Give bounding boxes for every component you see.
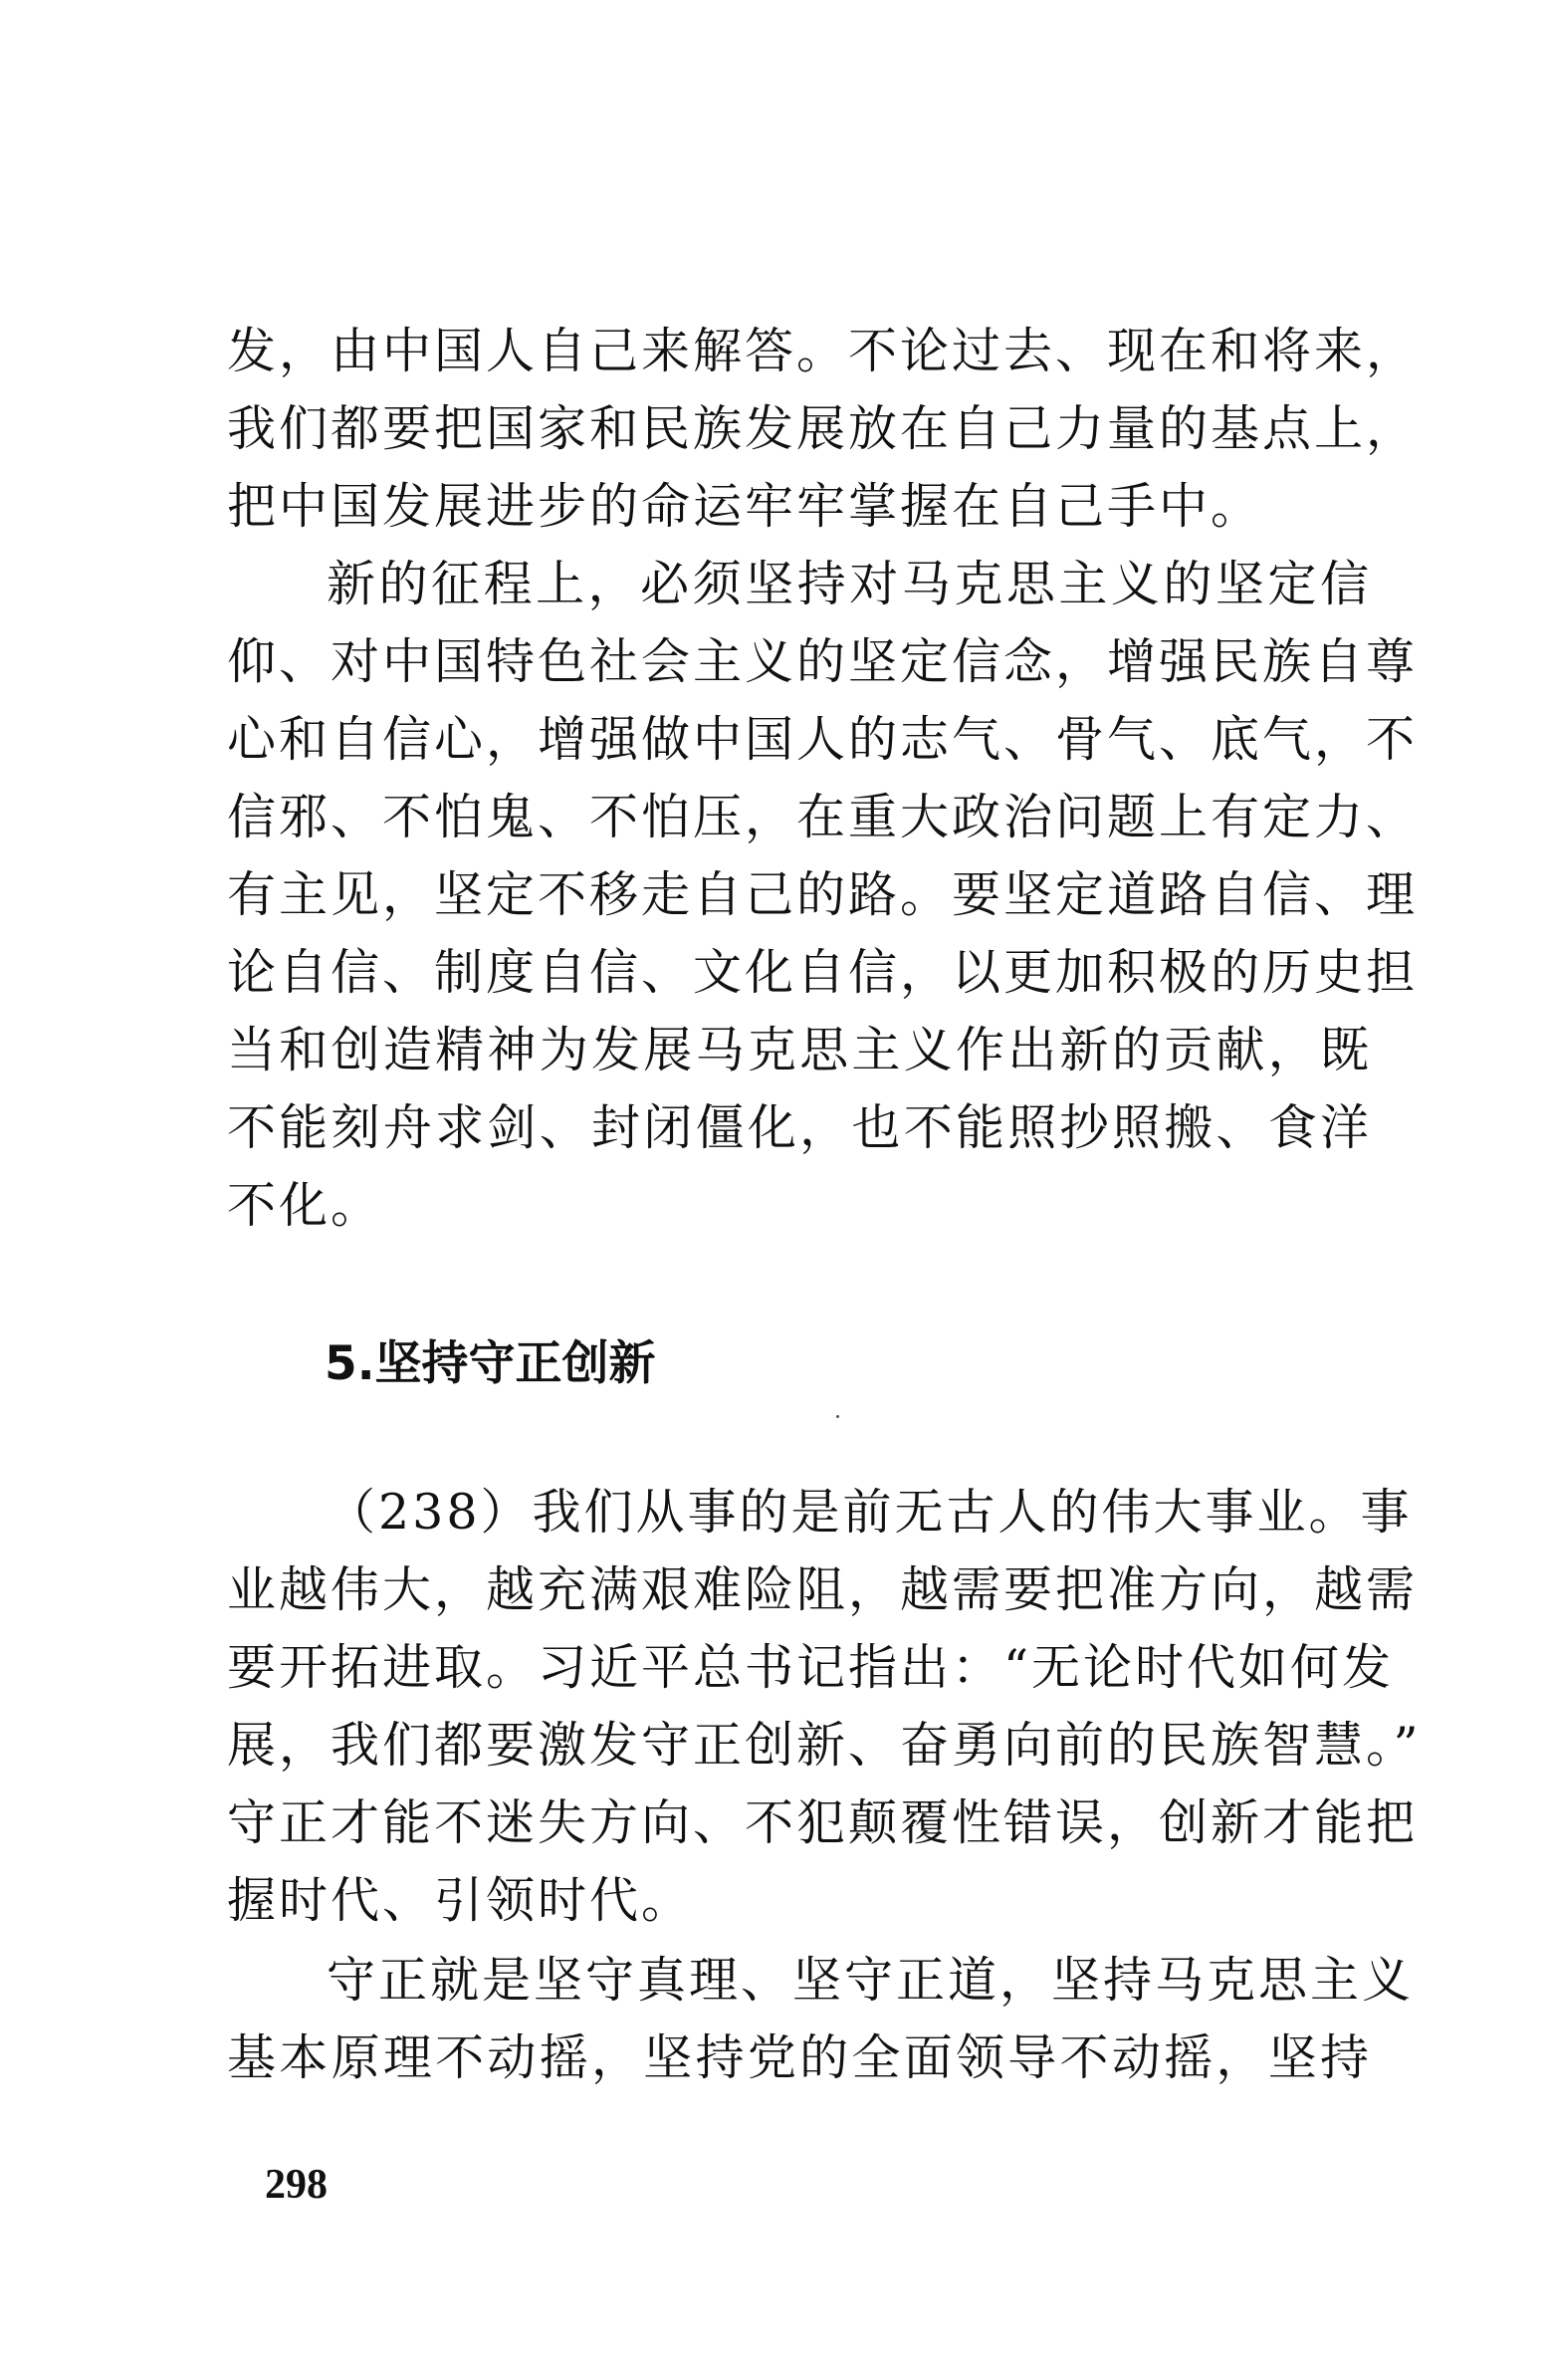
section-heading: 5.坚持守正创新 [325, 1336, 656, 1391]
text-line: 论自信、制度自信、文化自信，以更加积极的历史担 [227, 944, 1419, 1001]
text-line: 业越伟大，越充满艰难险阻，越需要把准方向，越需 [227, 1561, 1419, 1618]
text-line: 有主见，坚定不移走自己的路。要坚定道路自信、理 [227, 866, 1419, 923]
text-line: 发，由中国人自己来解答。不论过去、现在和将来， [227, 323, 1419, 379]
paragraph-continued [227, 313, 1419, 546]
text-line: 要开拓进取。习近平总书记指出：“无论时代如何发 [227, 1639, 1395, 1696]
text-line: 把中国发展进步的命运牢牢掌握在自己手中。 [227, 478, 1263, 535]
paragraph-upholding [227, 1942, 1415, 2097]
text-line: 新的征程上，必须坚持对马克思主义的坚定信 [327, 556, 1372, 612]
text-line: 信邪、不怕鬼、不怕压，在重大政治问题上有定力、 [227, 789, 1419, 845]
text-line: 守正才能不迷失方向、不犯颠覆性错误，创新才能把 [227, 1794, 1419, 1851]
text-line: 我们都要把国家和民族发展放在自己力量的基点上， [227, 400, 1419, 457]
text-line: 握时代、引领时代。 [227, 1872, 694, 1929]
print-speck [836, 1415, 839, 1418]
text-line: 不化。 [227, 1177, 383, 1234]
paragraph-238 [227, 1474, 1422, 1940]
text-line: 仰、对中国特色社会主义的坚定信念，增强民族自尊 [227, 633, 1419, 690]
text-line: 守正就是坚守真理、坚守正道，坚持马克思主义 [327, 1952, 1415, 2009]
text-line: 展，我们都要激发守正创新、奋勇向前的民族智慧。” [227, 1717, 1422, 1774]
text-line: 不能刻舟求剑、封闭僵化，也不能照抄照搬、食洋 [227, 1099, 1372, 1156]
text-line: 基本原理不动摇，坚持党的全面领导不动摇，坚持 [227, 2029, 1372, 2086]
text-line: 心和自信心，增强做中国人的志气、骨气、底气，不 [227, 711, 1419, 768]
paragraph-new-journey [227, 546, 1419, 1245]
page-number: 298 [265, 2162, 328, 2208]
text-line: 当和创造精神为发展马克思主义作出新的贡献，既 [227, 1022, 1372, 1078]
text-line: （238）我们从事的是前无古人的伟大事业。事 [327, 1484, 1413, 1541]
